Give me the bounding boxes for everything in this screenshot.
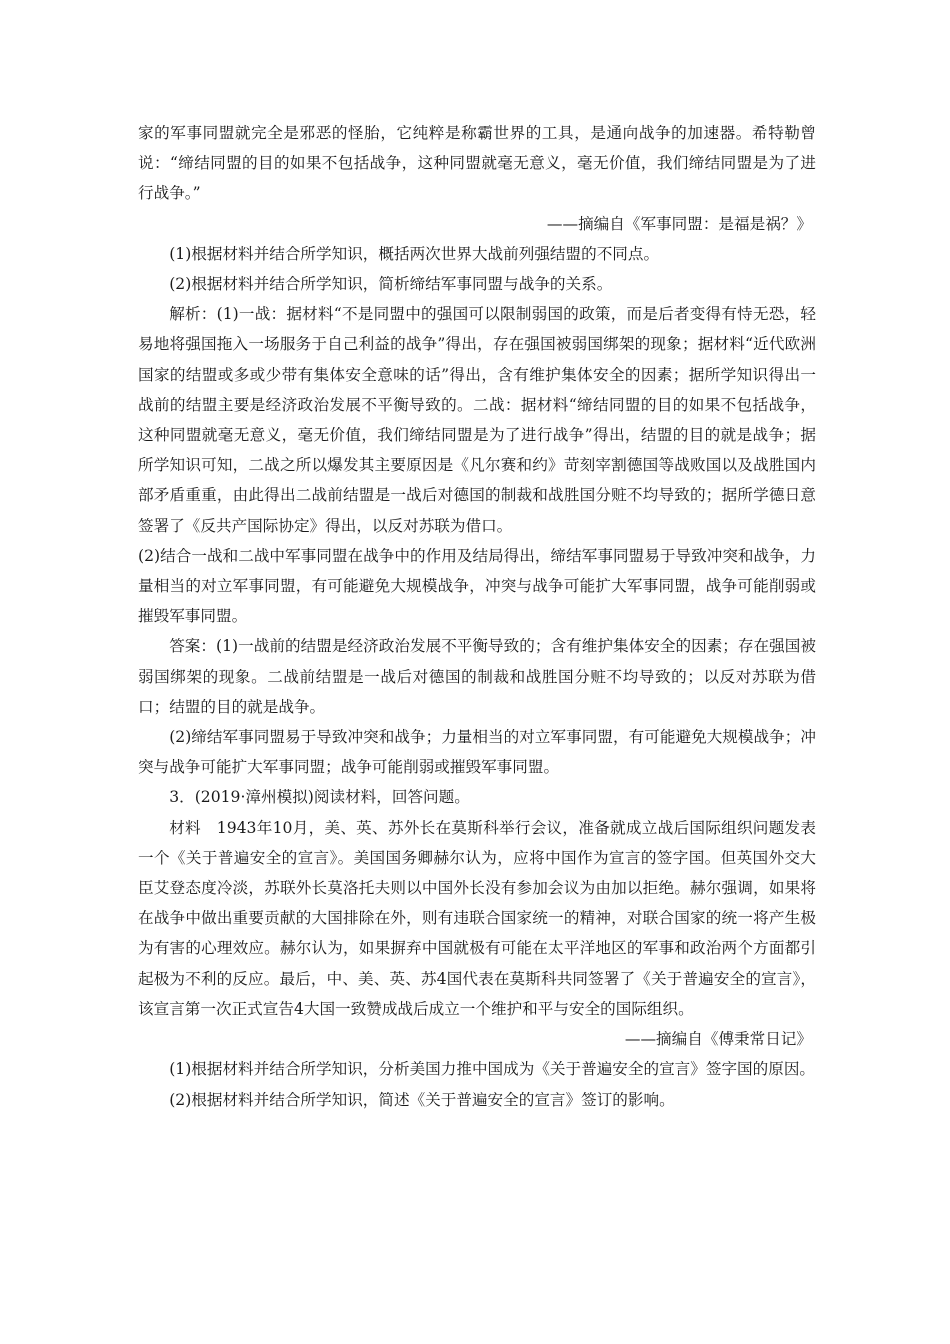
analysis-part1: 解析：(1)一战：据材料“不是同盟中的强国可以限制弱国的政策，而是后者变得有恃无恐，轻易地将强国拖入一场服务于自己利益的战争”得出，存在强国被弱国绑架的现象；据材料“近代欧洲国家的结盟或多或少带有集体安全意味的话”得出，含有维护集体安全的因素；据所学知识得出一战前的结盟主要是经济政治发展不平衡导致的。二战：据材料“缔结同盟的目的如果不包括战争，这种同盟就毫无意义，毫无价值，我们缔结同盟是为了进行战争”得出，结盟的目的就是战争；据所学知识可知，二战之所以爆发其主要原因是《凡尔赛和约》苛刻宰割德国等战败国以及战胜国内部矛盾重重，由此得出二战前结盟是一战后对德国的制裁和战胜国分赃不均导致的；据所学德日意签署了《反共产国际协定》得出，以反对苏联为借口。: [138, 305, 816, 535]
document-body: [138, 118, 816, 1115]
material1-source: ——摘编自《军事同盟：是福是祸？》: [546, 214, 812, 233]
material3-source: ——摘编自《傅秉常日记》: [624, 1030, 812, 1049]
question2-part2: (2)根据材料并结合所学知识，简析缔结军事同盟与战争的关系。: [169, 275, 613, 294]
question3-part2: (2)根据材料并结合所学知识，简述《关于普遍安全的宣言》签订的影响。: [169, 1090, 675, 1109]
analysis-part2: (2)结合一战和二战中军事同盟在战争中的作用及结局得出，缔结军事同盟易于导致冲突和战争，力量相当的对立军事同盟，有可能避免大规模战争，冲突与战争可能扩大军事同盟，战争可能削弱或摧毁军事同盟。: [138, 546, 816, 626]
question3-title: 3．(2019·漳州模拟)阅读材料，回答问题。: [169, 788, 470, 807]
answer-part1: 答案：(1)一战前的结盟是经济政治发展不平衡导致的；含有维护集体安全的因素；存在强国被弱国绑架的现象。二战前结盟是一战后对德国的制裁和战胜国分赃不均导致的；以反对苏联为借口；结盟的目的就是战争。: [138, 637, 816, 716]
answer-part2: (2)缔结军事同盟易于导致冲突和战争；力量相当的对立军事同盟，有可能避免大规模战争；冲突与战争可能扩大军事同盟；战争可能削弱或摧毁军事同盟。: [138, 728, 816, 777]
question3-part1: (1)根据材料并结合所学知识，分析美国力推中国成为《关于普遍安全的宣言》签字国的原因。: [169, 1060, 816, 1079]
question2-part1: (1)根据材料并结合所学知识，概括两次世界大战前列强结盟的不同点。: [169, 244, 660, 263]
material1-tail-paragraph: 家的军事同盟就完全是邪恶的怪胎，它纯粹是称霸世界的工具，是通向战争的加速器。希特勒曾说：“缔结同盟的目的如果不包括战争，这种同盟就毫无意义，毫无价值，我们缔结同盟是为了进行战争。”: [138, 124, 816, 203]
material3-paragraph: 材料 1943年10月，美、英、苏外长在莫斯科举行会议，准备就成立战后国际组织问题发表一个《关于普遍安全的宣言》。美国国务卿赫尔认为，应将中国作为宣言的签字国。但英国外交大臣艾登态度冷淡，苏联外长莫洛托夫则以中国外长没有参加会议为由加以拒绝。赫尔强调，如果将在战争中做出重要贡献的大国排除在外，则有违联合国家统一的精神，对联合国家的统一将产生极为有害的心理效应。赫尔认为，如果摒弃中国就极有可能在太平洋地区的军事和政治两个方面都引起极为不利的反应。最后，中、美、英、苏4国代表在莫斯科共同签署了《关于普遍安全的宣言》，该宣言第一次正式宣告4大国一致赞成战后成立一个维护和平与安全的国际组织。: [138, 818, 816, 1018]
